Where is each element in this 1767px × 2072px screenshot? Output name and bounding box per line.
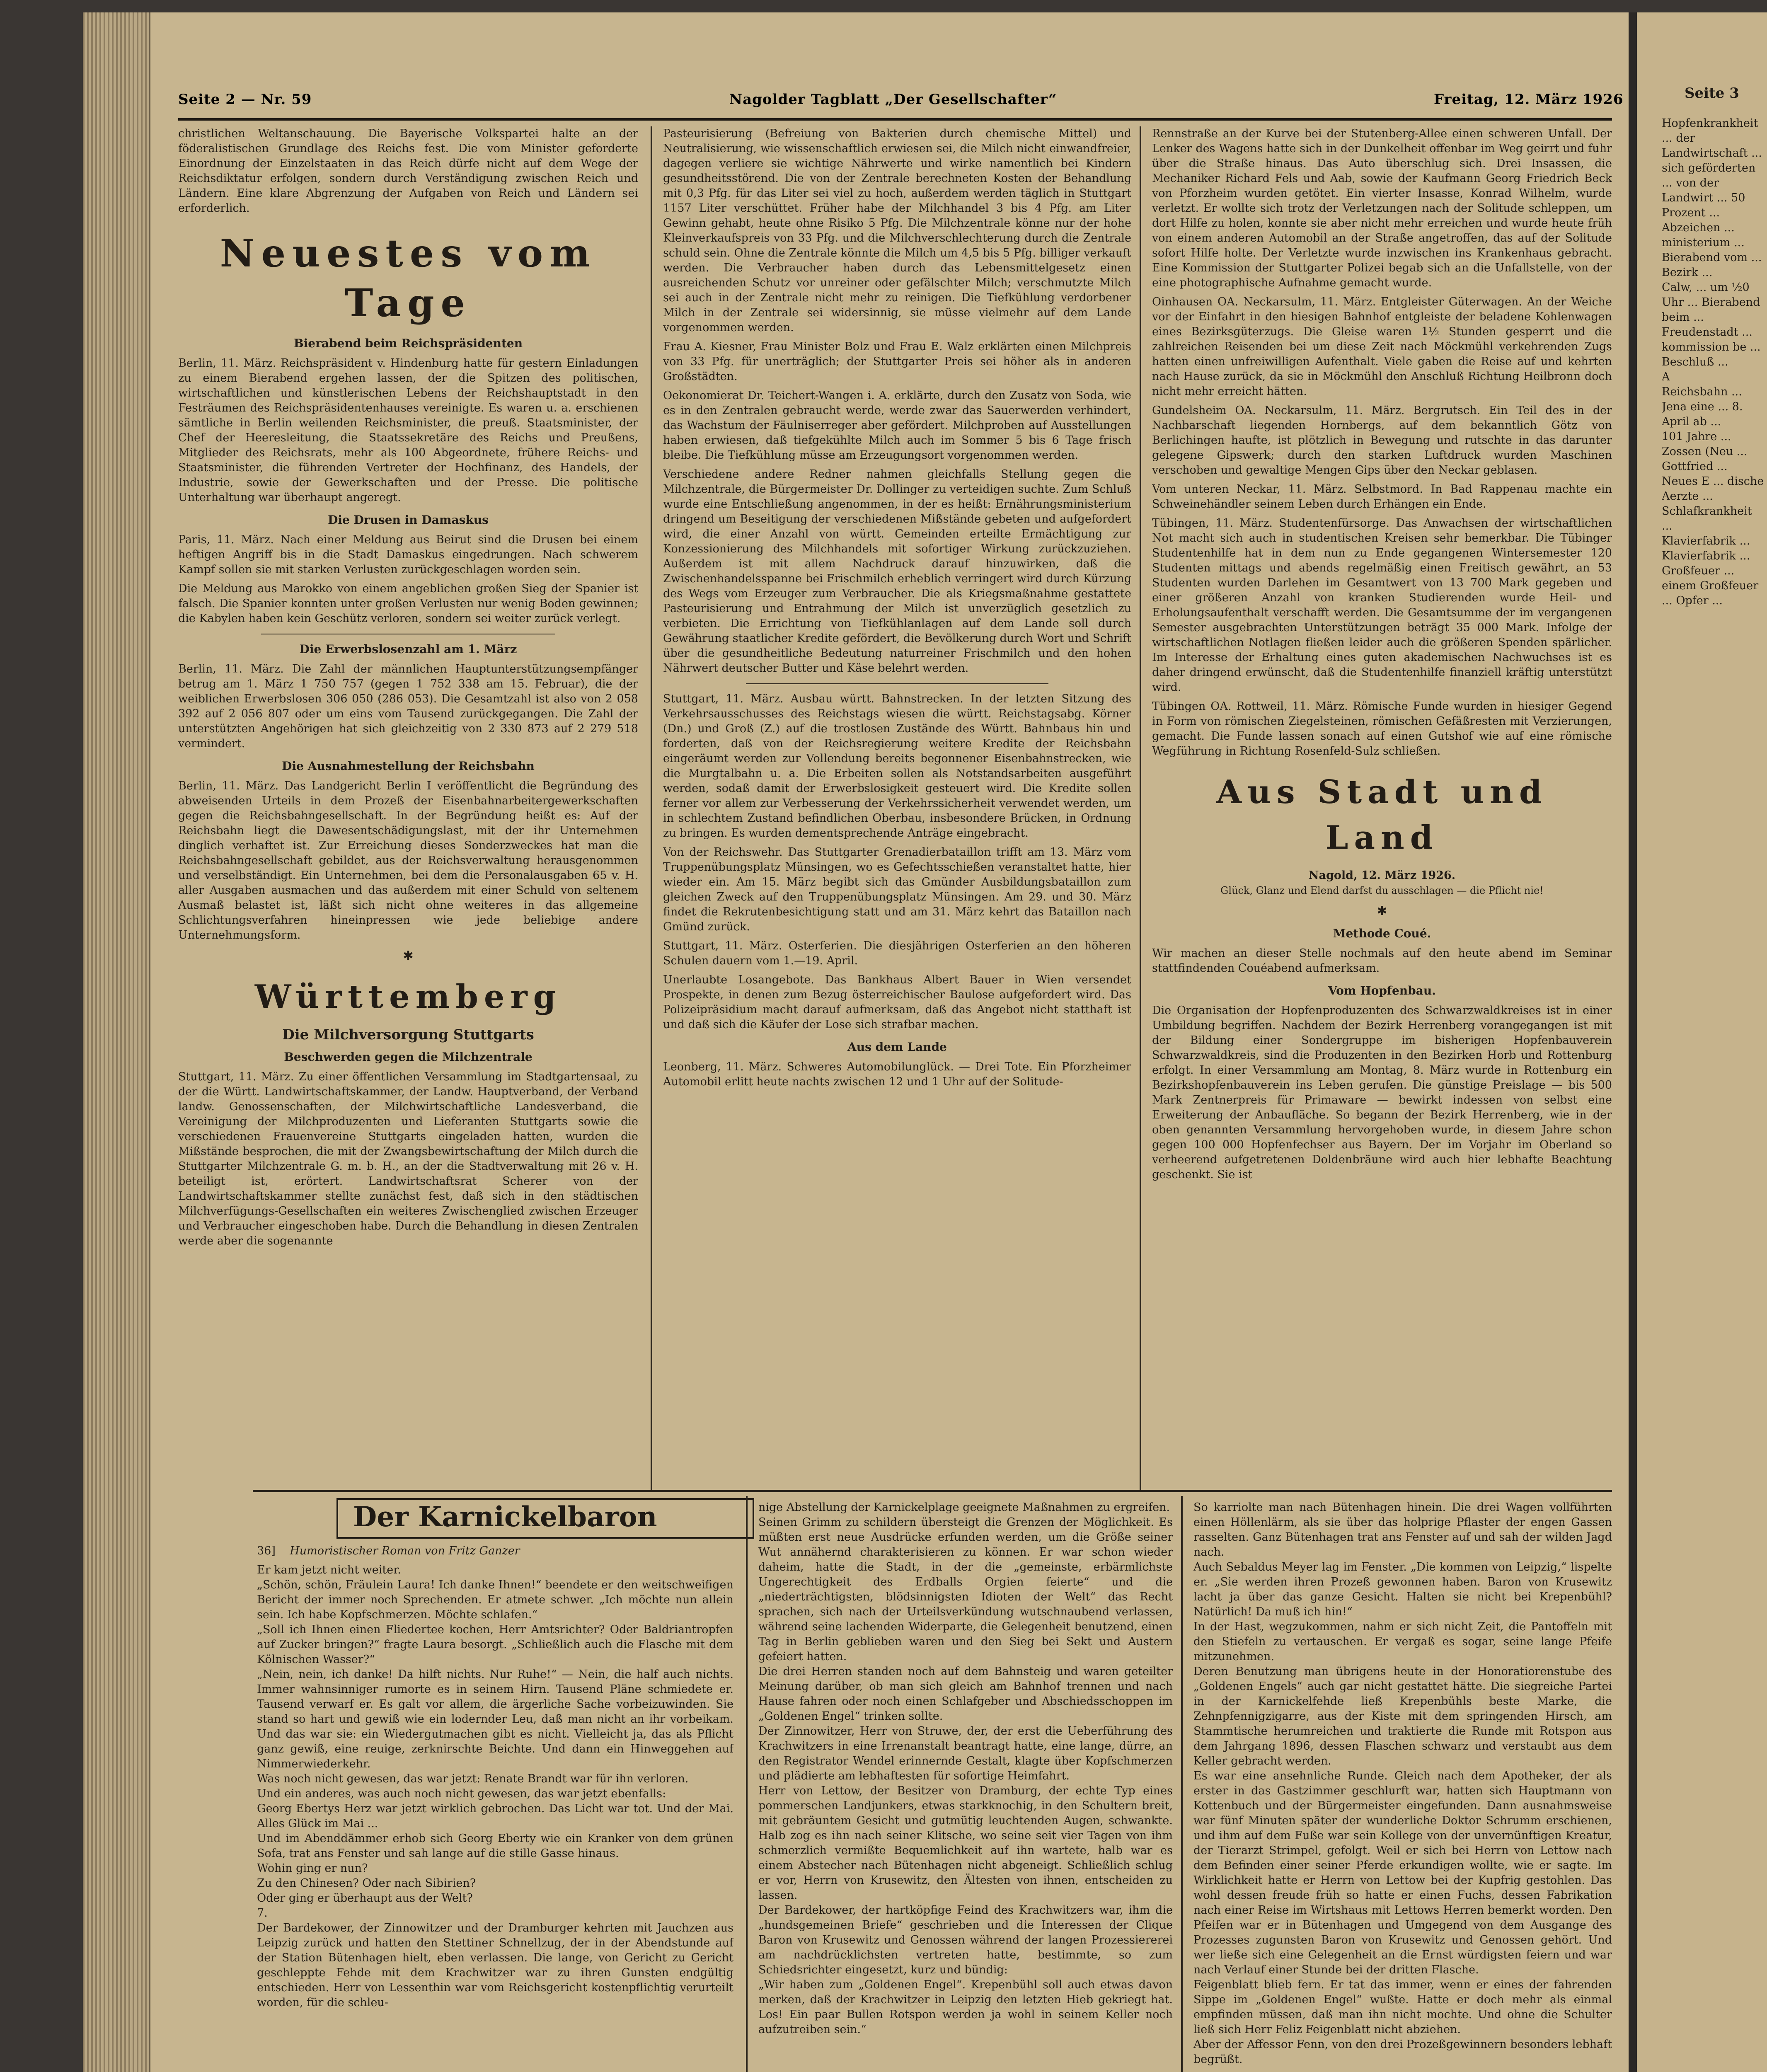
facing-page-label: Seite 3 [1685,85,1739,102]
article-losangebote: Unerlaubte Losangebote. Das Bankhaus Albert Bauer in Wien versendet Prospekte, in denen zum Bezug österreichischer Baulose aufgefordert wird. Das Polizeipräsidium macht darauf aufmerksam, daß das Angebot nicht statthaft ist und daß sich die Käufer der Lose sich strafbar machen. [663,973,1131,1031]
star-ornament: ✱ [1377,904,1387,918]
serial-column-1 [257,1544,733,2072]
serial-text-1: Er kam jetzt nicht weiter. „Schön, schön, Fräulein Laura! Ich danke Ihnen!“ beendete er den weitschweifigen Bericht der immer noch Sprechenden. Er atmete schwer. „Ich möchte nun allein sein. Ich habe Kopfschmerzen. Möchte schlafen.“ „Soll ich Ihnen einen Fliedertee kochen, Herr Amtsrichter? Oder Baldriantropfen auf Zucker bringen?“ fragte Laura besorgt. „Schließlich auch die Flasche mit dem Kölnischen Wasser?“ „Nein, nein, ich danke! Da hilft nichts. Nur Ruhe!“ — Nein, die half auch nichts. Immer wahnsinniger rumorte es in seinem Hirn. Tausend Pläne schmiedete er. Tausend verwarf er. Es galt vor allem, die ärgerliche Sache vorbeizuwinden. Sie stand so hart und gewiß wie ein lodernder Leu, daß man nicht an ihr vorbeikam. Und das war sie: ein Wiedergutmachen gibt es nicht. Vielleicht ja, das als Pflicht ganz gewiß, eine reuige, zerknirschte Beichte. Und dann ein Hinweggehen auf Nimmerwiederkehr. Was noch nicht gewesen, das war jetzt: Renate Brandt war für ihn verloren. Und ein anderes, was auch noch nicht gewesen, das war jetzt ebenfalls: Georg Ebertys Herz war jetzt wirklich gebrochen. Das Licht war tot. Und der Mai. Alles Glück im Mai ... Und im Abenddämmer erhob sich Georg Eberty wie ein Kranker von dem grünen Sofa, trat ans Fenster und sah lange auf die stille Gasse hinaus. Wohin ging er nun? Zu den Chinesen? Oder nach Sibirien? Oder ging er überhaupt aus der Welt? 7. Der Bardekower, der Zinnowitzer und der Dramburger kehrten mit Jauchzen aus Leipzig zurück und hatten den Stettiner Schnellzug, der in der Abendstunde auf der Station Bütenhagen hielt, eben verlassen. Die lange, von Gericht zu Gericht geschleppte Fehde mit dem Krachwitzer war zu ihren Gunsten endgültig entschieden. Herr von Lessenthin war vom Reichsgericht kostenpflichtig verurteilt worden, für die schleu- [257,1564,733,2009]
article-erwerbslosenzahl: Berlin, 11. März. Die Zahl der männlichen Hauptunterstützungsempfänger betrug am 1. März 1 750 757 (gegen 1 752 338 am 15. Februar), die der weiblichen Erwerbslosen 306 050 (286 053). Die Gesamtzahl ist also von 2 058 392 auf 2 056 807 oder um eins vom Tausend zurückgegangen. Die Zahl der unterstützten Angehörigen hat sich gleichzeitig von 2 330 873 auf 2 279 518 vermindert. [178,663,638,750]
article-marokko: Die Meldung aus Marokko von einem angeblichen großen Sieg der Spanier ist falsch. Die Spanier konnten unter großen Verlusten nur wenig Boden gewinnen; die Kabylen haben kein Geschütz verloren, sondern sei weiter zurück verlegt. [178,582,638,625]
stacked-page-edges [83,12,150,2072]
star-ornament: ✱ [403,949,414,963]
serial-title: Der Karnickelbaron [353,1501,657,1533]
daily-motto: Glück, Glanz und Elend darfst du ausschlagen — die Pflicht nie! [1220,885,1544,896]
local-dateline: Nagold, 12. März 1926. [1308,869,1456,882]
article-hopfenbau: Die Organisation der Hopfenproduzenten des Schwarzwaldkreises ist in einer Umbildung begriffen. Nachdem der Bezirk Herrenberg vorangegangen ist mit der Bildung einer Sondergruppe im bisherigen Hopfenbauverein Schwarzwaldkreis, sind die Produzenten in den Bezirken Horb und Rottenburg erfolgt. In einer Versammlung am Montag, 8. März wurde in Rottenburg ein Bezirkshopfenbauverein ins Leben gerufen. Die günstige Preislage — bis 500 Mark Zentnerpreis für Primaware — bewirkt indessen von selbst eine Erweiterung der Anbaufläche. So begann der Bezirk Herrenberg, wie in der oben genannten Versammlung hervorgehoben wurde, in diesem Jahre schon gegen 100 000 Hopfenfechser aus Bayern. Der im Vorjahr im Oberland so verheerend aufgetretenen Doldenbräune wird auch hier lebhafte Beachtung geschenkt. Sie ist [1152,1004,1612,1181]
headline-reichsbahn: Die Ausnahmestellung der Reichsbahn [282,759,535,773]
headline-bierabend: Bierabend beim Reichspräsidenten [293,336,523,350]
article-studentenfuersorge: Tübingen, 11. März. Studentenfürsorge. Das Anwachsen der wirtschaftlichen Not macht sich auch in studentischen Kreisen sehr bemerkbar. Die Tübinger Studentenhilfe hat in dem nun zu Ende gegangenen Wintersemester 120 Studenten mittags und abends regelmäßig einen Freitisch gewährt, an 53 Studenten wurden Darlehen im Gesamtwert von 13 700 Mark gegeben und einer größeren Anzahl von kranken Studierenden wurde Heil- und Erholungsaufenthalt verschafft werden. Die Gesamtsumme der im vergangenen Semester ausgebrachten Unterstützungen beträgt 35 000 Mark. Infolge der wirtschaftlichen Notlagen fließen leider auch die größeren Spenden spärlicher. Im Interesse der Erhaltung eines guten akademischen Nachwuchses ist es daher dringend erwünscht, daß die Studentenhilfe finanziell kräftig unterstützt wird. [1152,517,1612,694]
article-milchversorgung: Stuttgart, 11. März. Zu einer öffentlichen Versammlung im Stadtgartensaal, zu der die Württ. Landwirtschaftskammer, der Landw. Hauptverband, der Verband landw. Genossenschaften, der Milchwirtschaftliche Landesverband, die Vereinigung der Milchproduzenten und Lieferanten Stuttgarts sowie die verschiedenen Frauenvereine Stuttgarts eingeladen hatten, wurden die Mißstände besprochen, die mit der Zwangsbewirtschaftung der Milch durch die Stuttgarter Milchzentrale G. m. b. H., an der die Stadtverwaltung mit 26 v. H. beteiligt ist, erörtert. Landwirtschaftsrat Scherer von der Landwirtschaftskammer stellte zunächst fest, daß sich in den städtischen Milchverfügungs-Gesellschaften ein weiteres Zwischenglied zwischen Erzeuger und Verbraucher eingeschoben habe. Durch die Behandlung in diesen Zentralen werde aber die sogenannte [178,1070,638,1247]
feuilleton-rule [253,1490,1612,1492]
section-title-neuestes: Neuestes vom Tage [220,231,597,325]
headline-hopfenbau: Vom Hopfenbau. [1328,984,1436,997]
article-unfall-continued: Rennstraße an der Kurve bei der Stutenberg-Allee einen schweren Unfall. Der Lenker des Wagens hatte sich in der Dunkelheit offenbar im Weg geirrt und fuhr über die Straße hinaus. Das Auto überschlug sich. Drei Insassen, die Mechaniker Richard Fels und Aab, sowie der Kaufmann Georg Friedrich Beck von Pforzheim wurden getötet. Ein vierter Insasse, Konrad Wilhelm, wurde verletzt. Er wollte sich trotz der Verletzungen nach der Solitude schleppen, um dort Hilfe zu holen, konnte sie aber nicht mehr erreichen und wurde heute früh von einem anderen Automobil an der Straße angetroffen, das auf der Solitude sofort Hilfe holte. Der Verletzte wurde inzwischen ins Krankenhaus gebracht. Eine Kommission der Stuttgarter Polizei begab sich an die Unfallstelle, von der eine photographische Aufnahme gemacht wurde. [1152,127,1612,289]
column-2 [663,126,1131,1494]
issue-date: Freitag, 12. März 1926 [1434,91,1624,108]
paper-title: Nagolder Tagblatt „Der Gesellschafter“ [729,91,1057,108]
article-milchpreis: Frau A. Kiesner, Frau Minister Bolz und Frau E. Walz erklärten einen Milchpreis von 33 Pfg. für unerträglich; der Stuttgarter Preis sei höher als in anderen Großstädten. [663,340,1131,383]
article-milch-continued: Pasteurisierung (Befreiung von Bakterien durch chemische Mittel) und Neutralisierung, wie wissenschaftlich erwiesen sei, die Milch nicht einwandfreier, dagegen verliere sie wichtige Nährwerte und wirke namentlich bei Kindern gesundheitsstörend. Die von der Zentrale berechneten Kosten der Behandlung mit 0,3 Pfg. für das Liter sei viel zu hoch, außerdem werden täglich in Stuttgart 1157 Liter verschüttet. Früher habe der Milchhandel 3 bis 4 Pfg. am Liter Gewinn gehabt, heute ohne Risiko 5 Pfg. Die Milchzentrale könne nur der hohe Kleinverkaufspreis von 33 Pfg. und die Milchverschlechterung durch die Zentrale schuld sein. Ohne die Zentrale könnte die Milch um 4,5 bis 5 Pfg. billiger verkauft werden. Die Verbraucher haben durch das Lebensmittelgesetz einen ausreichenden Schutz vor unreiner oder gefälschter Milch; verschmutzte Milch sei auch in der Zentrale nicht mehr zu reinigen. Die Tiefkühlung verdorbener Milch in der Zentrale sei widersinnig, sie müsse vielmehr auf dem Lande vorgenommen werden. [663,127,1131,334]
section-title-wuerttemberg: Württemberg [254,978,562,1016]
article-automobilunglueck: Leonberg, 11. März. Schweres Automobilunglück. — Drei Tote. Ein Pforzheimer Automobil erlitt heute nachts zwischen 12 und 1 Uhr auf der Solitude- [663,1060,1131,1088]
headline-methode-coue: Methode Coué. [1333,927,1431,940]
column-rule [746,1496,748,2072]
article-bergrutsch: Gundelsheim OA. Neckarsulm, 11. März. Bergrutsch. Ein Teil des in der Nachbarschaft liegenden Hornbergs, auf dem bekanntlich Götz von Berlichingen haufte, ist plötzlich in Bewegung und rutschte in das darunter gelegene Gipswerk; durch den starken Luftdruck wurden Maschinen verschoben und gewaltige Mengen Gips über den Neckar geblasen. [1152,404,1612,477]
headline-drusen: Die Drusen in Damaskus [328,513,489,527]
serial-text-2: nige Abstellung der Karnickelplage geeignete Maßnahmen zu ergreifen. Seinen Grimm zu schildern übersteigt die Grenzen der Möglichkeit. Es müßten erst neue Ausdrücke erfunden werden, um die Größe seiner Wut annähernd charakterisieren zu können. Er war schon wieder daheim, hatte die Stadt, in der die „gemeinste, erbärmlichste Ungerechtigkeit des Erdballs Orgien feierte“ und die „niederträchtigsten, blödsinnigsten Idioten der Welt“ das Recht sprachen, sich nach der Urteilsverkündung wutschnaubend verlassen, während seine lachenden Widerparte, die Gelegenheit benutzend, einen Tag in Berlin geblieben waren und den Sieg bei Sekt und Austern gefeiert hatten. Die drei Herren standen noch auf dem Bahnsteig und waren geteilter Meinung darüber, ob man sich gleich am Bahnhof trennen und nach Hause fahren oder noch einen Schlafgeber und Abschiedsschoppen im „Goldenen Engel“ trinken sollte. Der Zinnowitzer, Herr von Struwe, der, der erst die Ueberführung des Krachwitzers in eine Irrenanstalt beantragt hatte, eine lange, dürre, an den Registrator Wendel erinnernde Gestalt, klagte über Kopfschmerzen und plädierte am lebhaftesten für sofortige Heimfahrt. Herr von Lettow, der Besitzer von Dramburg, der echte Typ eines pommerschen Landjunkers, etwas starkknochig, in den Schultern breit, mit gebräuntem Gesicht und gutmütig leuchtenden Augen, schwankte. Halb zog es ihn nach seiner Klitsche, wo seine seit vier Tagen von ihm schmerzlich vermißte Bequemlichkeit auf ihn wartete, halb war es einem Abstecher nach Bütenhagen nicht abgeneigt. Schließlich schlug er vor, Herrn von Krusewitz, den Ältesten von ihnen, entscheiden zu lassen. Der Bardekower, der hartköpfige Feind des Krachwitzers war, ihm die „hundsgemeinen Briefe“ geschrieben und die Interessen der Clique Baron von Krusewitz und Genossen während der langen Prozessiererei am nachdrücklichsten vertreten hatte, bestimmte, so zum Schiedsrichter eingesetzt, kurz und bündig: „Wir haben zum „Goldenen Engel“. Krepenbühl soll auch etwas davon merken, daß der Krachwitzer in Leipzig den letzten Hieb gekriegt hat. Los! Ein paar Bullen Rotspon werden ja wohl in seinem Keller noch aufzutreiben sein.“ [758,1501,1173,2036]
masthead-rule [178,118,1612,121]
column-3 [1152,126,1612,1494]
article-bahnstrecken: Stuttgart, 11. März. Ausbau württ. Bahnstrecken. In der letzten Sitzung des Verkehrsausschusses des Reichstags wiesen die württ. Reichstagsabg. Körner (Dn.) und Groß (Z.) auf die trostlosen Zustände des Württ. Bahnbaus hin und forderten, daß von der Reichsregierung weitere Kredite der Reichsbahn eingeräumt werden zur Vollendung bereits begonnener Eisenbahnstrecken, wie die Murgtalbahn u. a. Die Erbeiten sollen als Notstandsarbeiten ausgeführt werden, sodaß damit der Erwerbslosigkeit gesteuert wird. Die Kredite sollen ferner vor allem zur Verbesserung der Verkehrssicherheit verwendet werden, um in schlechtem Zustand befindlichen Oberbau, insbesondere Brücken, in Ordnung zu bringen. Es wurden dementsprechende Anträge eingebracht. [663,692,1131,840]
facing-page-fragment: Hopfenkrankheit ... der Landwirtschaft ... sich geförderten ... von der Landwirt ... 50 Prozent ... Abzeichen ... ministerium ... Bierabend vom ... Bezirk ... Calw, ... um ½0 Uhr ... Bierabend beim ... Freudenstadt ... kommission be ... Beschluß ... A Reichsbahn ... Jena eine ... 8. April ab ... 101 Jahre ... Zossen (Neu ... Gottfried ... Neues E ... dische Aerzte ... Schlafkrankheit ... Klavierfabrik ... Klavierfabrik ... Großfeuer ... einem Großfeuer ... Opfer ... [1662,117,1764,607]
column-1-intro: christlichen Weltanschauung. Die Bayerische Volkspartei halte an der föderalistischen Grundlage des Reichs fest. Die vom Minister geforderte Einordnung der Einzelstaaten in das Reich dürfe nicht auf dem Wege der Reichsdiktatur erfolgen, sondern durch Verständigung zwischen Reich und Ländern. Eine klare Abgrenzung der Aufgaben von Reich und Ländern sei erforderlich. [178,127,638,215]
column-rule [1140,126,1141,1490]
serial-column-2 [758,1500,1173,2072]
article-reichsbahn: Berlin, 11. März. Das Landgericht Berlin I veröffentlicht die Begründung des abweisenden Urteils in dem Prozeß der Eisenbahnarbeitergewerkschaften gegen die Reichsbahngesellschaft. In der Begründung heißt es: Auf der Reichsbahn liegt die Dawesentschädigungslast, mit der ihr Unternehmen dinglich verhaftet ist. Zur Erreichung dieses Sonderzweckes hat man die Reichsbahngesellschaft gebildet, aus der Reichsverwaltung herausgenommen und verselbständigt. Ein Unternehmen, bei dem die Personalausgaben 65 v. H. aller Ausgaben ausmachen und das außerdem mit einer Schuld von seltenem Ausmaß belastet ist, läßt sich nicht ohne weiteres in das allgemeine Schlichtungsverfahren hineinpressen wie jede beliebige andere Unternehmungsform. [178,779,638,942]
column-rule [1181,1496,1183,2072]
serial-subtitle: Humoristischer Roman von Fritz Ganzer [290,1544,520,1557]
headline-erwerbslosenzahl: Die Erwerbslosenzahl am 1. März [299,642,517,656]
article-osterferien: Stuttgart, 11. März. Osterferien. Die diesjährigen Osterferien an den höheren Schulen dauern vom 1.—19. April. [663,939,1131,967]
article-gueterwagen: Oinhausen OA. Neckarsulm, 11. März. Entgleister Güterwagen. An der Weiche vor der Einfahrt in den hiesigen Bahnhof entgleiste der beladene Kohlenwagen eines Bezirksgüterzugs. Die Gleise waren 1½ Stunden gesperrt und die zahlreichen Reisenden bei um diese Zeit nach Möckmühl verkehrenden Zugs hatten einen unfreiwilligen Aufenthalt. Viele gaben die Reise auf und kehrten nach Hause zurück, da sie in Möckmühl den Anschluß Richtung Heilbronn doch nicht mehr erreicht hätten. [1152,295,1612,398]
article-coue: Wir machen an dieser Stelle nochmals auf den heute abend im Seminar stattfindenden Couéabend aufmerksam. [1152,947,1612,975]
article-drusen: Paris, 11. März. Nach einer Meldung aus Beirut sind die Drusen bei einem heftigen Angriff bis in die Stadt Damaskus eingedrungen. Nach schwerem Kampf sollen sie mit starken Verlusten zurückgeschlagen worden sein. [178,533,638,576]
book-gutter [1629,12,1637,2072]
article-entschliessung: Verschiedene andere Redner nahmen gleichfalls Stellung gegen die Milchzentrale, die Bürgermeister Dr. Dollinger zu verteidigen suchte. Zum Schluß wurde eine Entschließung angenommen, in der es heißt: Ernährungsministerium dringend um Beseitigung der verschiedenen Mißstände gebeten und aufgefordert wird, die einer Anzahl von württ. Gemeinden erteilte Ermächtigung zur Konzessionierung des Milchhandels mit sofortiger Wirkung zurückzuziehen. Außerdem ist mit allem Nachdruck darauf hinzuwirken, daß die Zwischenhandelsspanne bei Frischmilch erheblich verringert wird durch Kürzung des Wegs vom Erzeuger zum Verbraucher. Die als Kriegsmaßnahme gestattete Pasteurisierung und Entrahmung der Milch ist unverzüglich gesetzlich zu verbieten. Die Errichtung von Tiefkühlanlagen auf dem Lande soll durch Gewährung staatlicher Kredite gefördert, die Bevölkerung durch Wort und Schrift über die gesundheitliche Bedeutung naturreiner Frischmilch und den hohen Nährwert deutscher Butter und Käse belehrt werden. [663,468,1131,675]
serial-text-3: So karriolte man nach Bütenhagen hinein. Die drei Wagen vollführten einen Höllenlärm, als sie über das holprige Pflaster der engen Gassen rasselten. Ganz Bütenhagen trat ans Fenster auf und sah der wilden Jagd nach. Auch Sebaldus Meyer lag im Fenster. „Die kommen von Leipzig,“ lispelte er. „Sie werden ihren Prozeß gewonnen haben. Baron von Krusewitz lacht ja über das ganze Gesicht. Halten sie nicht bei Krepenbühl? Natürlich! Da muß ich hin!“ In der Hast, wegzukommen, nahm er sich nicht Zeit, die Pantoffeln mit den Stiefeln zu vertauschen. Er vergaß es sogar, seine lange Pfeife mitzunehmen. Deren Benutzung man übrigens heute in der Honoratiorenstube des „Goldenen Engels“ auch gar nicht gestattet hätte. Die siegreiche Partei in der Karnickelfehde ließ Krepenbühls beste Marke, die Zehnpfennigzigarre, aus der Kiste mit dem springenden Hirsch, am Stammtische herumreichen und traktierte die Runde mit Rotspon aus dem Jahrgang 1896, dessen Flaschen schwarz und verstaubt aus dem Keller gebracht werden. Es war eine ansehnliche Runde. Gleich nach dem Apotheker, der als erster in das Gastzimmer geschlurft war, hatten sich Hauptmann von Kottenbuch und der Bürgermeister eingefunden. Dann ausnahmsweise war fünf Minuten später der wunderliche Doktor Schrumm erschienen, und ihm auf dem Fuße war sein Kollege von der unvernünftigen Kreatur, der Tierarzt Strimpel, gefolgt. Weil er sich bei Herrn von Lettow nach dem Befinden einer seiner Pferde erkundigen wollte, wie er sagte. Im Wirklichkeit hatte er Herrn von Lettow bei der Kupfrig gestohlen. Das wohl dessen freude früh so hatte er einen Fuchs, dessen Fabrikation nach einer Reise im Wirtshaus mit Lettows Herren bemerkt worden. Den Pfeifen war er in Bütenhagen und Umgegend von dem Ausgange des Prozesses zugunsten Baron von Krusewitz und Genossen gehört. Und wer ließe sich eine Gelegenheit an die Ernst würdigsten feiern und war nach Verlauf einer Stunde bei der dritten Flasche. Feigenblatt blieb fern. Er tat das immer, wenn er eines der fahrenden Sippe im „Goldenen Engel“ wußte. Hatte er doch mehr als einmal empfinden müssen, daß man ihn nicht mochte. Und ohne die Schulter ließ sich Herr Feliz Feigenblatt nicht abziehen. Aber der Affessor Fenn, von den drei Prozeßgewinnern besonders lebhaft begrüßt. [1193,1501,1612,2066]
column-1 [178,126,638,1494]
page-label: Seite 2 — Nr. 59 [178,91,312,108]
newspaper-page [83,12,1629,2072]
column-rule [651,126,652,1490]
serial-column-3 [1193,1500,1612,2072]
article-teichert: Oekonomierat Dr. Teichert-Wangen i. A. erklärte, durch den Zusatz von Soda, wie es in den Zentralen gebraucht werde, werde zwar das Sauerwerden verhindert, das Wachstum der Fäulniserreger aber gefördert. Milchproben auf Ausstellungen haben erwiesen, daß tiefgekühlte Milch auch im Sommer 5 bis 6 Tage frisch bleibe. Die Tiefkühlung müsse am Erzeugungsort vorgenommen werden. [663,389,1131,462]
article-reichswehr: Von der Reichswehr. Das Stuttgarter Grenadierbataillon trifft am 13. März vom Truppenübungsplatz Münsingen, wo es Gefechtsschießen veranstaltet hatte, hier wieder ein. Am 15. März begibt sich das Gmünder Ausbildungsbataillon zum gleichen Zweck auf den Truppenübungsplatz Münsingen. Am 29. und 30. März findet die Rekrutenbesichtigung statt und am 31. März kehrt das Bataillon nach Gmünd zurück. [663,846,1131,933]
serial-number: 36] [257,1544,276,1557]
headline-milchversorgung: Die Milchversorgung Stuttgarts [282,1026,534,1043]
article-bierabend: Berlin, 11. März. Reichspräsident v. Hindenburg hatte für gestern Einladungen zu einem Bierabend ergehen lassen, der die Spitzen des politischen, wirtschaftlichen und künstlerischen Lebens der Reichshauptstadt in den Festräumen des Reichspräsidentenhauses vereinigte. Es waren u. a. erschienen sämtliche in Berlin weilenden Reichsminister, die preuß. Staatsminister, der Chef der Heeresleitung, die Staatssekretäre des Reichs und Preußens, Mitglieder des Reichsrats, mehr als 100 Abgeordnete, frühere Reichs- und Staatsminister, die führenden Vertreter der Hochfinanz, des Handels, der Industrie, sowie der Gewerkschaften und der Presse. Die politische Unterhaltung war überhaupt angeregt. [178,357,638,504]
article-roemische-funde: Tübingen OA. Rottweil, 11. März. Römische Funde wurden in hiesiger Gegend in Form von römischen Ziegelsteinen, römischen Gefäßresten mit Verzierungen, gemacht. Die Funde lassen sonach auf einen Gutshof wie auf eine römische Wegführung in Richtung Rosenfeld-Sulz schließen. [1152,700,1612,758]
section-title-stadt-und-land: Aus Stadt und Land [1216,773,1548,857]
divider [746,683,1048,684]
article-selbstmord: Vom unteren Neckar, 11. März. Selbstmord. In Bad Rappenau machte ein Schweinehändler seinem Leben durch Erhängen ein Ende. [1152,483,1612,511]
subheadline-beschwerden: Beschwerden gegen die Milchzentrale [284,1050,533,1064]
headline-aus-dem-lande: Aus dem Lande [847,1040,947,1054]
